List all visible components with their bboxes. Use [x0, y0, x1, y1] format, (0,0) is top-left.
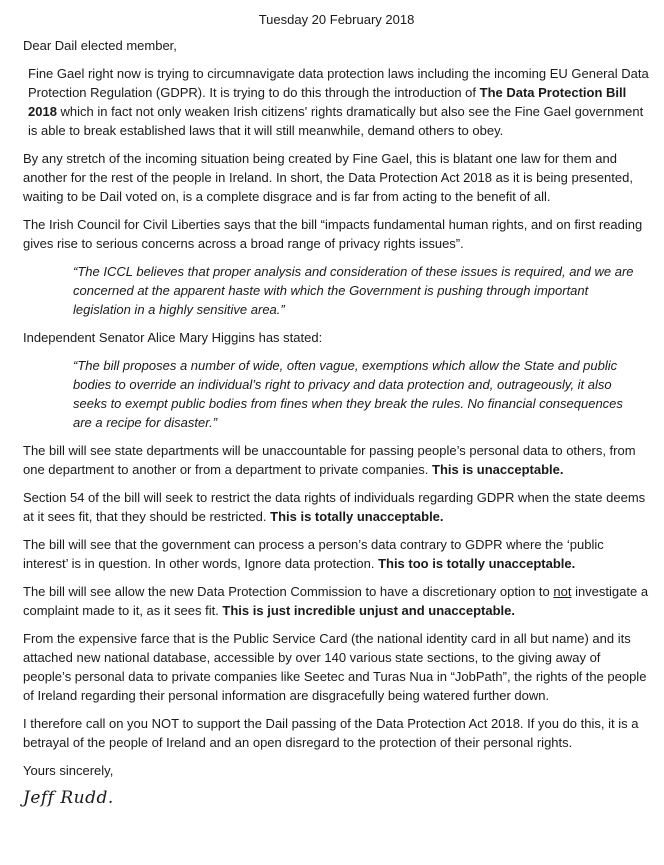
paragraph-4: Independent Senator Alice Mary Higgins has stated: — [23, 330, 323, 345]
paragraph-8-underline: not — [553, 584, 572, 599]
paragraph-7 — [23, 535, 650, 573]
paragraph-10: I therefore call on you NOT to support the Dail passing of the Data Protection Act 2018. If you do this, it is a betrayal of the people of Ireland and an open disregard to the protection of their personal rights. — [23, 716, 639, 750]
paragraph-6-emphasis: This is totally unacceptable. — [270, 509, 444, 524]
paragraph-8 — [23, 582, 650, 620]
closing: Yours sincerely, — [23, 763, 114, 778]
paragraph-1-text-b: which in fact not only weaken Irish citizens' rights dramatically but also see the Fine Gael government is able to break established laws that it will still meanwhile, demand others to obey. — [28, 104, 644, 138]
paragraph-2: By any stretch of the incoming situation being created by Fine Gael, this is blatant one law for them and another for the rest of the people in Ireland. In short, the Data Protection Act 2018 as it is being presented, waiting to be Dail voted on, is a complete disgrace and is far from acting to the benefit of all. — [23, 151, 633, 204]
bill-title: The Data Protection Bill 2018 — [28, 85, 627, 119]
paragraph-8-emphasis: This is just incredible unjust and unacceptable. — [222, 603, 515, 618]
salutation: Dear Dail elected member, — [23, 38, 177, 53]
paragraph-8-text-a: The bill will see allow the new Data Protection Commission to have a discretionary option to — [23, 584, 554, 599]
paragraph-3: The Irish Council for Civil Liberties says that the bill “impacts fundamental human rights, and on first reading gives rise to serious concerns across a broad range of privacy rights issues”. — [23, 217, 643, 251]
paragraph-7-text: The bill will see that the government can process a person’s data contrary to GDPR where the ‘public interest’ is in question. In other words, Ignore data protection. — [23, 537, 604, 571]
paragraph-7-emphasis: This too is totally unacceptable. — [378, 556, 576, 571]
paragraph-1 — [23, 64, 650, 140]
paragraph-1-text-a: Fine Gael right now is trying to circumnavigate data protection laws including the incoming EU General Data Protection Regulation (GDPR). It is trying to do this through the introduction of — [28, 66, 649, 100]
iccl-quote: “The ICCL believes that proper analysis and consideration of these issues is required, and we are concerned at the apparent haste with which the Government is pushing through important legislation in a highly sensitive area.” — [73, 264, 634, 317]
paragraph-5-emphasis: This is unacceptable. — [432, 462, 564, 477]
paragraph-5-text: The bill will see state departments will be unaccountable for passing people’s personal data to others, from one department to another or from a department to private companies. — [23, 443, 636, 477]
signature: Jeff Rudd. — [23, 788, 114, 808]
letter-date: Tuesday 20 February 2018 — [258, 12, 415, 27]
paragraph-9: From the expensive farce that is the Public Service Card (the national identity card in all but name) and its attached new national database, accessible by over 140 various state sections, to the giving away of people’s personal data to private companies like Seetec and Turas Nua in “JobPath”, the rights of the people of Ireland regarding their personal information are disgracefully being watered further down. — [23, 631, 647, 703]
senator-quote: “The bill proposes a number of wide, often vague, exemptions which allow the State and public bodies to override an individual’s right to privacy and data protection and, outrageously, it also seeks to exempt public bodies from fines when they break the rules. No financial consequences are a recipe for disaster.” — [73, 358, 623, 430]
paragraph-6-text: Section 54 of the bill will seek to restrict the data rights of individuals regarding GDPR when the state deems at it sees fit, that they should be restricted. — [23, 490, 646, 524]
paragraph-5 — [23, 441, 650, 479]
paragraph-6 — [23, 488, 650, 526]
paragraph-8-text-b: investigate a complaint made to it, as it sees fit. — [23, 584, 649, 618]
